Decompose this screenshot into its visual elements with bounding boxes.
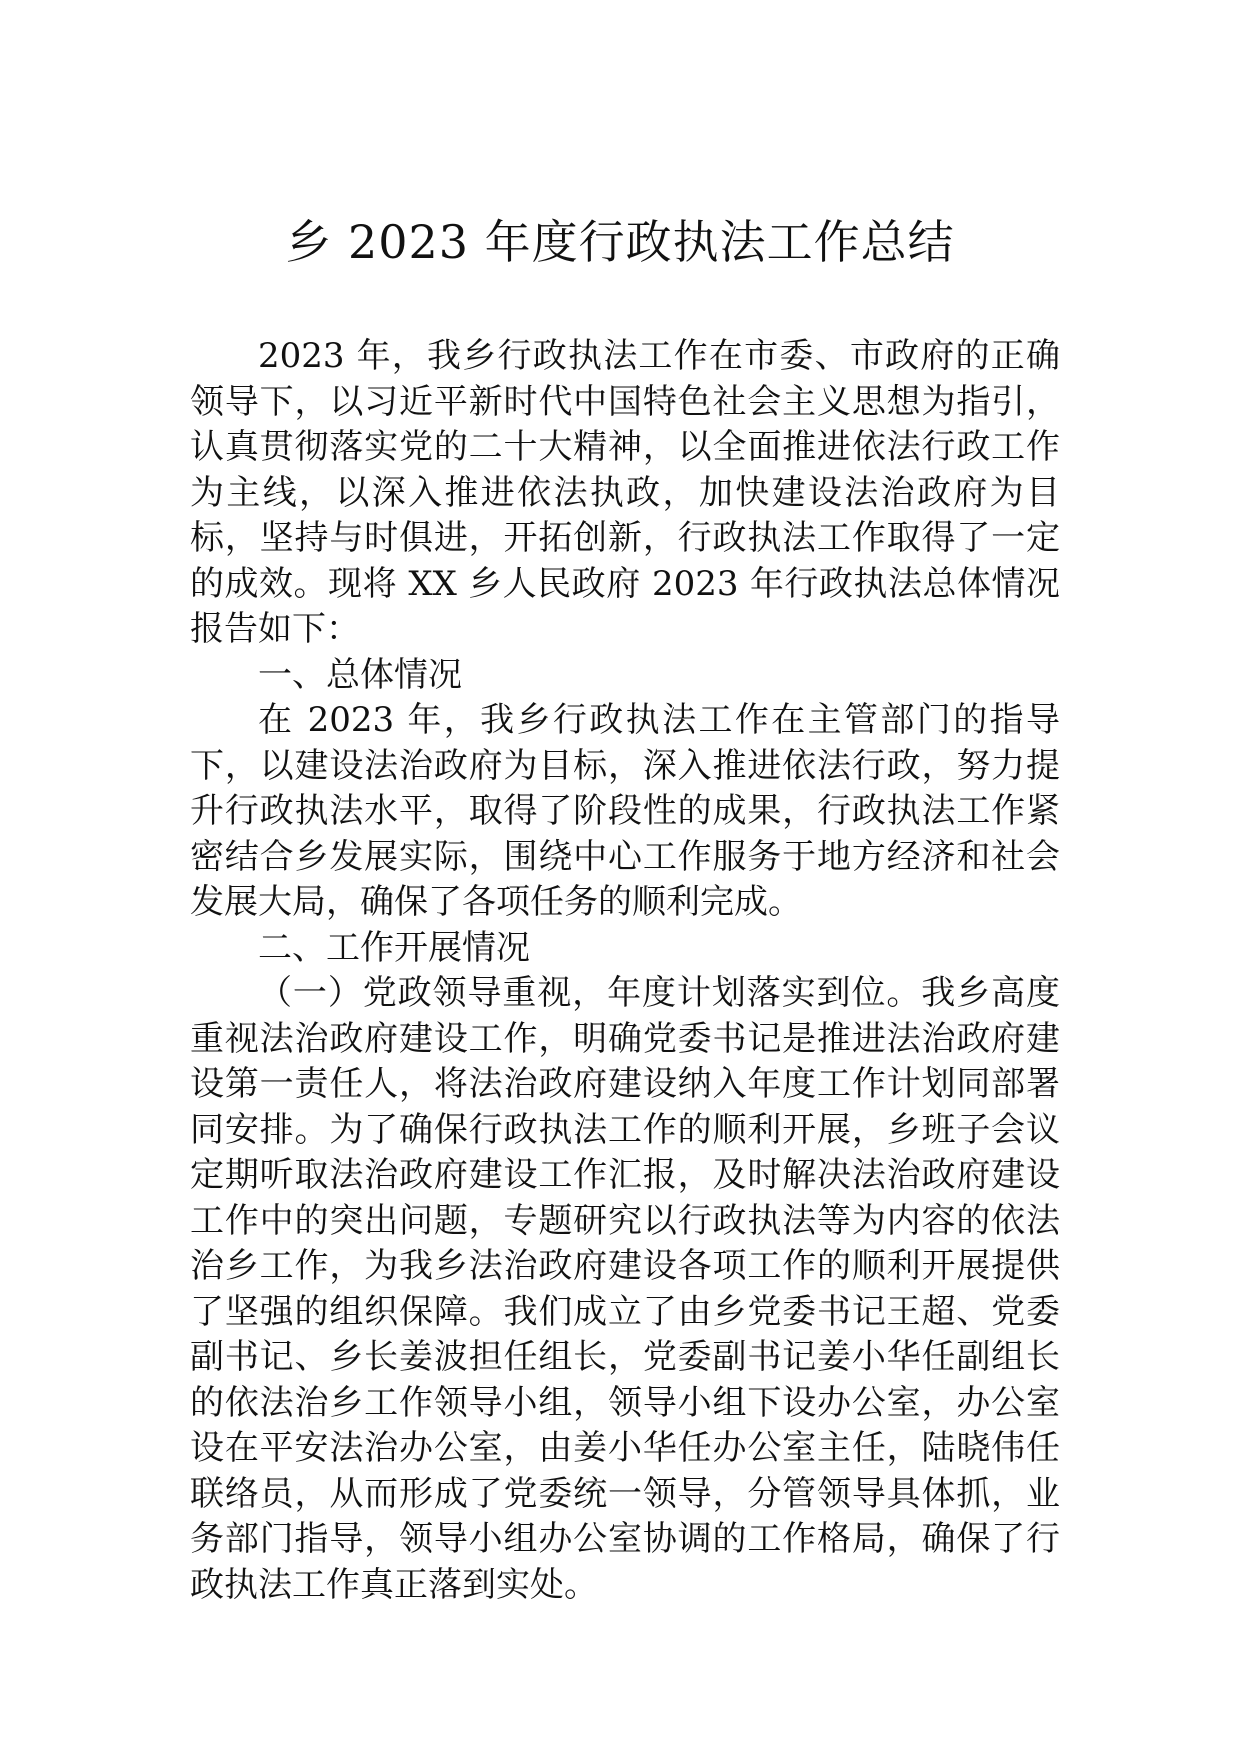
document-title: 乡 2023 年度行政执法工作总结 bbox=[285, 215, 955, 269]
section-heading-overall: 一、总体情况 bbox=[258, 654, 462, 695]
section-heading-work: 二、工作开展情况 bbox=[258, 927, 530, 968]
work-paragraph-1: （一）党政领导重视，年度计划落实到位。我乡高度重视法治政府建设工作，明确党委书记是推进法治政府建设第一责任人，将法治政府建设纳入年度工作计划同部署同安排。为了确保行政执法工作的顺利开展，乡班子会议定期听取法治政府建设工作汇报，及时解决法治政府建设工作中的突出问题，专题研究以行政执法等为内容的依法治乡工作，为我乡法治政府建设各项工作的顺利开展提供了坚强的组织保障。我们成立了由乡党委书记王超、党委副书记、乡长姜波担任组长，党委副书记姜小华任副组长的依法治乡工作领导小组，领导小组下设办公室，办公室设在平安法治办公室，由姜小华任办公室主任，陆晓伟任联络员，从而形成了党委统一领导，分管领导具体抓，业务部门指导，领导小组办公室协调的工作格局，确保了行政执法工作真正落到实处。 bbox=[190, 973, 1060, 1605]
overall-paragraph: 在 2023 年，我乡行政执法工作在主管部门的指导下，以建设法治政府为目标，深入推进依法行政，努力提升行政执法水平，取得了阶段性的成果，行政执法工作紧密结合乡发展实际，围绕中心工作服务于地方经济和社会发展大局，确保了各项任务的顺利完成。 bbox=[190, 700, 1060, 922]
document-body bbox=[190, 334, 1060, 1608]
intro-paragraph: 2023 年，我乡行政执法工作在市委、市政府的正确领导下，以习近平新时代中国特色社会主义思想为指引，认真贯彻落实党的二十大精神，以全面推进依法行政工作为主线，以深入推进依法执政，加快建设法治政府为目标，坚持与时俱进，开拓创新，行政执法工作取得了一定的成效。现将 XX 乡人民政府 2023 年行政执法总体情况报告如下： bbox=[190, 336, 1060, 649]
